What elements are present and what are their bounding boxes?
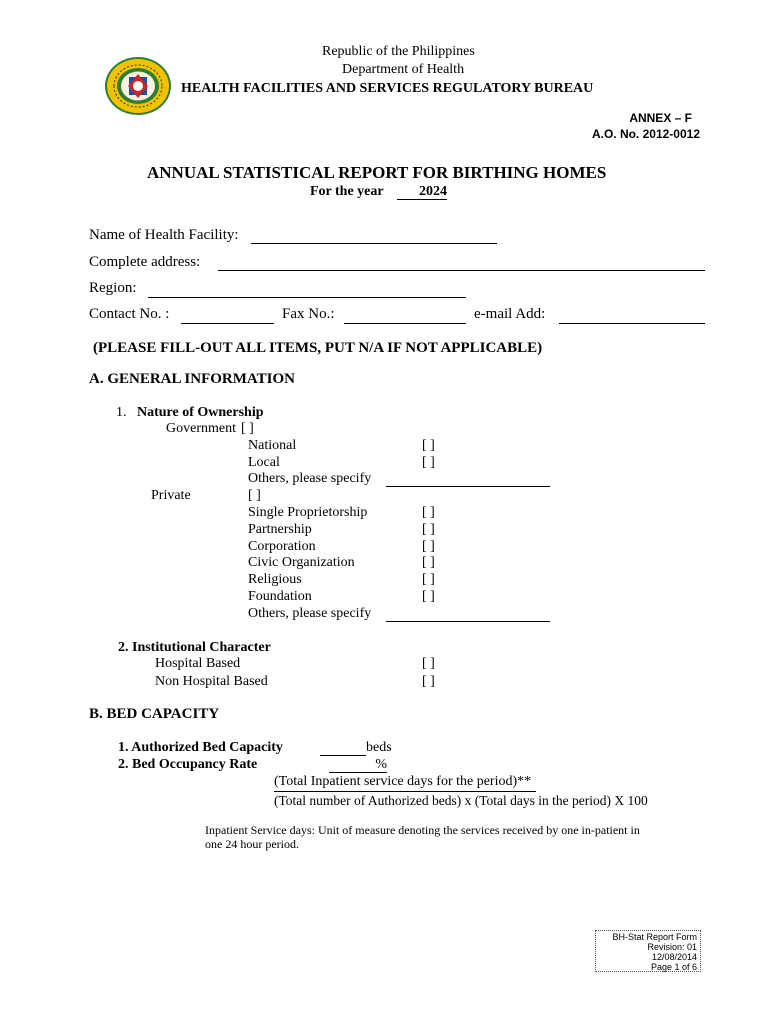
- private-label: Private: [151, 488, 191, 503]
- option-civic-organization: Civic Organization: [248, 555, 355, 570]
- partnership-checkbox[interactable]: [ ]: [422, 522, 435, 537]
- non-hospital-based-checkbox[interactable]: [ ]: [422, 674, 435, 689]
- contact-label: Contact No. :: [89, 306, 170, 322]
- header-department: Department of Health: [342, 62, 465, 77]
- beds-unit: beds: [366, 740, 392, 755]
- gov-others-field[interactable]: [386, 472, 550, 487]
- option-national: National: [248, 438, 297, 453]
- form-revision-box: [595, 930, 701, 972]
- footer-form-name: BH-Stat Report Form: [612, 932, 697, 942]
- address-field[interactable]: [218, 256, 705, 271]
- corporation-checkbox[interactable]: [ ]: [422, 539, 435, 554]
- facility-name-field[interactable]: [251, 229, 497, 244]
- footer-revision: Revision: 01: [647, 942, 697, 952]
- private-others-field[interactable]: [386, 607, 550, 622]
- option-hospital-based: Hospital Based: [155, 656, 241, 671]
- ao-number: A.O. No. 2012-0012: [591, 127, 700, 141]
- government-label: Government: [166, 421, 236, 436]
- government-checkbox[interactable]: [ ]: [241, 421, 254, 436]
- civic-organization-checkbox[interactable]: [ ]: [422, 555, 435, 570]
- contact-field[interactable]: [181, 309, 274, 324]
- footer-page: Page 1 of 6: [650, 962, 697, 972]
- ownership-title: Nature of Ownership: [137, 405, 264, 420]
- facility-name-label: Name of Health Facility:: [89, 227, 239, 243]
- doh-seal-logo: [104, 56, 172, 116]
- fax-label: Fax No.:: [282, 306, 335, 322]
- note-line-2: one 24 hour period.: [205, 837, 299, 851]
- hospital-based-checkbox[interactable]: [ ]: [422, 656, 435, 671]
- option-corporation: Corporation: [248, 539, 316, 554]
- footer-date: 12/08/2014: [651, 952, 697, 962]
- national-checkbox[interactable]: [ ]: [422, 438, 435, 453]
- local-checkbox[interactable]: [ ]: [422, 455, 435, 470]
- region-label: Region:: [89, 280, 137, 296]
- single-proprietorship-checkbox[interactable]: [ ]: [422, 505, 435, 520]
- year-value[interactable]: 2024: [397, 184, 447, 200]
- option-local: Local: [248, 455, 280, 470]
- fax-field[interactable]: [344, 309, 466, 324]
- section-b-heading: B. BED CAPACITY: [89, 706, 220, 722]
- note-line-1: Inpatient Service days: Unit of measure denoting the services received by one in-patient in: [205, 823, 640, 837]
- gov-others-label: Others, please specify: [248, 471, 372, 486]
- year-label: For the year: [310, 184, 384, 199]
- email-label: e-mail Add:: [474, 306, 546, 322]
- foundation-checkbox[interactable]: [ ]: [422, 589, 435, 604]
- religious-checkbox[interactable]: [ ]: [422, 572, 435, 587]
- authorized-bed-label: 1. Authorized Bed Capacity: [118, 740, 283, 755]
- option-foundation: Foundation: [248, 589, 312, 604]
- fill-out-instruction: (PLEASE FILL-OUT ALL ITEMS, PUT N/A IF NOT APPLICABLE): [93, 340, 543, 356]
- occupancy-rate-label: 2. Bed Occupancy Rate: [118, 757, 258, 772]
- region-field[interactable]: [148, 283, 466, 298]
- email-field[interactable]: [559, 309, 705, 324]
- authorized-bed-field[interactable]: [320, 741, 366, 756]
- header-bureau: HEALTH FACILITIES AND SERVICES REGULATORY BUREAU: [181, 81, 594, 96]
- header-republic: Republic of the Philippines: [322, 44, 475, 59]
- report-title: ANNUAL STATISTICAL REPORT FOR BIRTHING HOMES: [147, 163, 607, 182]
- formula-divider: [274, 791, 536, 792]
- section-a-heading: A. GENERAL INFORMATION: [89, 371, 295, 387]
- formula-denominator: (Total number of Authorized beds) x (Total days in the period) X 100: [274, 793, 648, 808]
- annex-label: ANNEX – F: [629, 111, 692, 125]
- option-religious: Religious: [248, 572, 302, 587]
- private-checkbox[interactable]: [ ]: [248, 488, 261, 503]
- institutional-title: 2. Institutional Character: [118, 640, 271, 655]
- address-label: Complete address:: [89, 254, 201, 270]
- option-partnership: Partnership: [248, 522, 312, 537]
- ownership-number: 1.: [116, 405, 127, 420]
- private-others-label: Others, please specify: [248, 606, 372, 621]
- option-non-hospital-based: Non Hospital Based: [155, 674, 268, 689]
- option-single-proprietorship: Single Proprietorship: [248, 505, 368, 520]
- formula-numerator: (Total Inpatient service days for the period)**: [274, 774, 532, 789]
- occupancy-rate-field[interactable]: %: [329, 757, 387, 773]
